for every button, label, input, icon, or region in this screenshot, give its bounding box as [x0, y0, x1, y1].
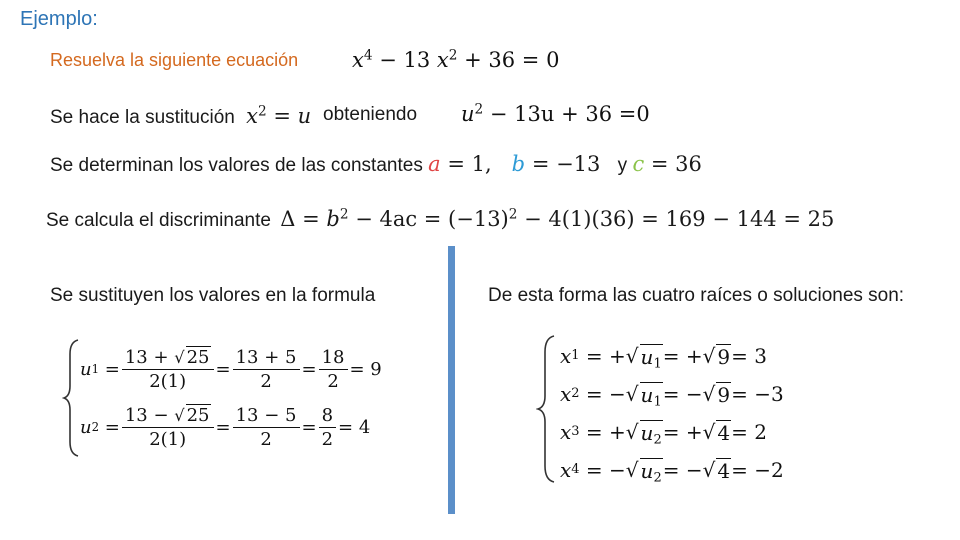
step1-x: x	[246, 104, 258, 128]
eq-pow2: 2	[448, 47, 458, 64]
x3-sq: 4	[717, 420, 731, 445]
x2-usub: 1	[653, 393, 662, 409]
x3-mid: = +	[662, 420, 703, 444]
step1-text: Se hace la sustitución	[50, 107, 235, 128]
x3-res: = 2	[731, 420, 767, 444]
main-equation	[352, 48, 559, 72]
u2-frac1: $\frac{13 - √ 25}{2(1)}$	[122, 404, 214, 450]
x4-row: x 4 = − √ $u_2$ = − √ 4 = −2	[560, 458, 784, 485]
step1-u: u	[461, 102, 475, 126]
u2-den2: 2	[260, 428, 272, 450]
x2-var: x	[560, 382, 572, 406]
step1-quadratic	[461, 102, 650, 126]
u1-frac1: $\frac{13 + √ 25}{2(1)}$	[122, 346, 214, 392]
x3-usub: 2	[653, 431, 662, 447]
u2-result: = 4	[338, 416, 371, 438]
x1-sq: 9	[717, 344, 731, 369]
x4-eq: = −	[585, 458, 626, 482]
const-c-value: = 36	[650, 152, 702, 176]
u2-var: u	[80, 416, 92, 438]
step-constants	[50, 152, 702, 177]
problem-statement: Resuelva la siguiente ecuación	[50, 50, 299, 70]
const-b-value: = −13	[531, 152, 601, 176]
x3-row: x 3 = + √ $u_2$ = + √ 4 = 2	[560, 420, 767, 447]
disc-middle: − 4ac = (−13)	[355, 207, 509, 231]
u2-frac3	[319, 405, 336, 450]
x-solutions	[560, 337, 784, 489]
disc-tail: − 4(1)(36) = 169 − 144 = 25	[524, 207, 835, 231]
step1-rest: − 13u + 36 =0	[489, 102, 650, 126]
x3-u: u	[640, 420, 654, 445]
right-brace-icon	[536, 334, 558, 484]
const-a: a	[428, 152, 441, 176]
vertical-divider	[448, 246, 455, 514]
x4-res: = −2	[731, 458, 784, 482]
disc-b: b	[326, 207, 340, 231]
x2-u: u	[640, 382, 654, 407]
u-solutions	[80, 340, 382, 456]
x1-eq: = +	[585, 344, 626, 368]
u2-row: u 2 = $\frac{13 - √ 25}{2(1)}$ = $\frac{13 - 5}{2}$ = $\frac{8}{2}$ = 4	[80, 404, 371, 450]
x4-usub: 2	[653, 469, 662, 485]
step-discriminant	[46, 207, 834, 232]
u1-frac2	[233, 347, 300, 392]
x2-row: x 2 = − √ $u_1$ = − √ 9 = −3	[560, 382, 784, 409]
disc-bpow: 2	[339, 206, 349, 223]
u1-den3: 2	[327, 370, 339, 392]
u1-row: u 1 = $\frac{13 + √ 25}{2(1)}$ = $\frac{13 + 5}{2}$ = $\frac{18}{2}$ = 9	[80, 346, 382, 392]
u2-frac2	[233, 405, 300, 450]
x1-usub: 1	[653, 355, 662, 371]
x3-var: x	[560, 420, 572, 444]
right-heading: De esta forma las cuatro raíces o soluciones son:	[488, 285, 905, 306]
x1-mid: = +	[662, 344, 703, 368]
u2-num3: 8	[319, 405, 336, 428]
eq-minus13: − 13	[379, 48, 431, 72]
disc-pow: 2	[508, 206, 518, 223]
u2-num1: 13 −	[124, 405, 175, 426]
u2-sqrt: 25	[186, 405, 210, 426]
eq-x2: x	[436, 48, 449, 72]
left-heading: Se sustituyen los valores en la formula	[50, 285, 376, 306]
word-y: y	[617, 155, 628, 176]
slide-title: Ejemplo:	[20, 8, 98, 30]
const-c: c	[632, 152, 645, 176]
const-a-value: = 1,	[447, 152, 492, 176]
u2-den3: 2	[321, 428, 334, 450]
step1-pow: 2	[257, 103, 267, 120]
x1-u: u	[640, 344, 654, 369]
u1-frac3	[319, 347, 348, 392]
u1-den2: 2	[260, 370, 272, 392]
u1-den1: 2(1)	[149, 371, 187, 392]
step1-upow: 2	[474, 101, 484, 118]
delta-symbol: Δ =	[280, 207, 320, 231]
x2-mid: = −	[662, 382, 703, 406]
eq-rest: + 36 = 0	[464, 48, 560, 72]
x1-var: x	[560, 344, 572, 368]
step1-obtaining: obteniendo	[323, 104, 418, 125]
u2-num2: 13 − 5	[233, 405, 300, 428]
x3-eq: = +	[585, 420, 626, 444]
u2-den1: 2(1)	[149, 429, 187, 450]
u1-result: = 9	[349, 358, 382, 380]
x2-res: = −3	[731, 382, 784, 406]
x4-u: u	[640, 458, 654, 483]
const-b: b	[511, 152, 526, 176]
u1-var: u	[80, 358, 92, 380]
step1-eq-u: = u	[273, 104, 312, 128]
step-substitution	[50, 104, 311, 129]
x1-res: = 3	[731, 344, 767, 368]
u1-num3: 18	[319, 347, 348, 370]
eq-pow4: 4	[363, 47, 373, 64]
step3-text: Se calcula el discriminante	[46, 210, 271, 231]
x4-mid: = −	[662, 458, 703, 482]
x4-var: x	[560, 458, 572, 482]
eq-x: x	[352, 48, 364, 72]
x4-sq: 4	[717, 458, 731, 483]
x2-eq: = −	[585, 382, 626, 406]
x1-row: x 1 = + √ $u_1$ = + √ 9 = 3	[560, 344, 767, 371]
x2-sq: 9	[717, 382, 731, 407]
left-brace-icon	[62, 338, 82, 458]
u1-num1: 13 +	[124, 347, 175, 368]
u1-sqrt: 25	[186, 347, 210, 368]
step2-text: Se determinan los valores de las constantes	[50, 155, 423, 176]
u1-num2: 13 + 5	[233, 347, 300, 370]
